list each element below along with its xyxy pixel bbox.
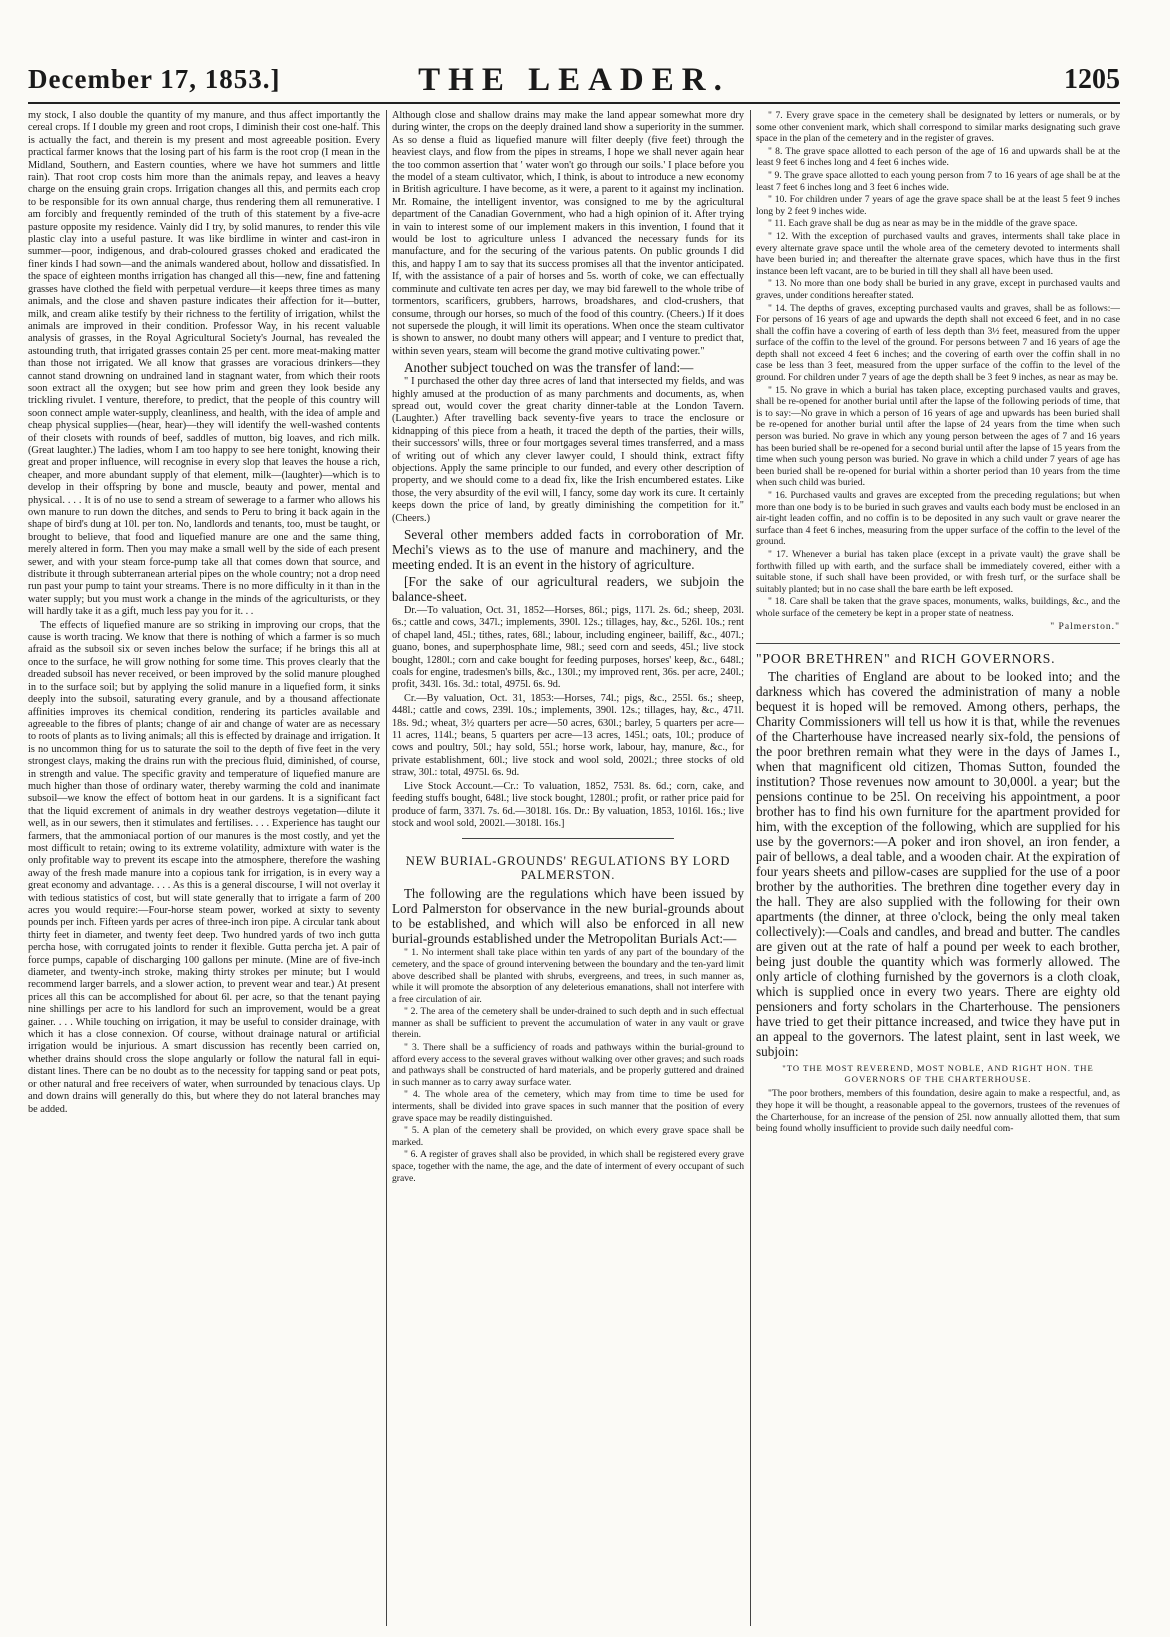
regulation: " 18. Care shall be taken that the grave spaces, monuments, walks, buildings, &c., and the whole surface of the cemetery be kept in a proper state of neatness. bbox=[756, 596, 1120, 619]
article-paragraph: The following are the regulations which have been issued by Lord Palmerston for observance in the new burial-grounds about to be established, and which will also be enforced in all new burial-grounds established under the Metropolitan Burials Act:— bbox=[392, 886, 744, 947]
petition-address: "TO THE MOST REVEREND, MOST NOBLE, AND RIGHT HON. THE GOVERNORS OF THE CHARTERHOUSE. bbox=[782, 1063, 1094, 1084]
balance-sheet-credit: Cr.—By valuation, Oct. 31, 1853:—Horses, 74l.; pigs, &c., 255l. 6s.; sheep, 448l.; cattle and cows, 239l. 10s.; implements, 390l. 12s.; tillages, hay, &c., 471l. 18s. 9d.; wheat, 3½ quarters per acre—50 acres, 630l.; barley, 5 quarters per acre—11 acres, 114l.; beans, 5 quarters per acre—13 acres, 145l.; oats, 10l.; produce of cows and poultry, 50l.; hay sold, 55l.; horse work, labour, hay, manure, &c., for private establishment, 60l.; live stock and wool sold, 2002l.; three stocks of old straw, 30l.: total, 4975l. 6s. 9d. bbox=[392, 692, 744, 779]
regulation: " 10. For children under 7 years of age the grave space shall be at the least 5 feet 9 inches long by 2 feet 9 inches wide. bbox=[756, 194, 1120, 217]
article-paragraph: " I purchased the other day three acres of land that intersected my fields, and was highly amused at the production of as many parchments and documents, as, when spread out, would cover the great charity dinner-table at the London Tavern. (Laughter.) After travelling back seventy-five years to trace the enclosure or kidnapping of this piece from a heath, it traced the depth of the parties, their wills, their successors' wills, three or four mortgages several times transferred, and a mass of writing out of which any clever lawyer could, I should think, extract fifty objections. Apply the same principle to our funded, and every other description of property, and we should come to a dead fix, like the Irish encumbered estates. Like those, the very absurdity of the evil will, I fancy, some day work its cure. It certainly keeps down the price of land, by greatly diminishing the competition for it." (Cheers.) bbox=[392, 376, 744, 524]
article-paragraph: [For the sake of our agricultural readers, we subjoin the balance-sheet. bbox=[392, 574, 744, 604]
regulation: " 16. Purchased vaults and graves are excepted from the preceding regulations; but when more than one body is to be buried in such graves and vaults each body must be enclosed in an air-tight leaden coffin, and no coffin is to be deposited in any such vault or grave nearer the surface than 4 feet 6 inches, measuring from the upper surface of the coffin to the level of the ground. bbox=[756, 490, 1120, 548]
article-paragraph: The effects of liquefied manure are so striking in improving our crops, that the cause is worth tracing. We know that there is nothing of which a farmer is so much afraid as the subsoil six or seven inches below the surface; if he brings this all at once to the surface, he will grow nothing for some time. This proves clearly that the dreaded subsoil has never received, or been improved by the solid manure ploughed in to the surface soil; but by applying the solid manure in a liquefied form, it sinks deeply into the subsoil, saturating every granule, and by a thousand affectionate affinities improves its chemical condition, rendering its particles available and agreeable to the fibres of plants; change of air and change of water are as necessary to roots of plants as to living animals; all this is effected by drainage and irrigation. It is no uncommon thing for us to saturate the soil to the depth of five feet in the very strongest clays, making the drains run with the precious fluid, diminished, of course, in strength and value. The specific gravity and temperature of liquefied manure are much higher than those of ordinary water, thereby warming the cold and inanimate subsoil—we know the effect of bottom heat in our gardens. It is a significant fact that the liquid excrement of animals in dry weather destroys vegetation—dilute it well, as in our sewers, then it stimulates and fertilises. . . . Experience has taught our farmers, that the ammoniacal portion of our manures is the most costly, and yet the most difficult to retain; owing to its extreme volatility, admixture with water is the only profitable way to prevent its escape into the atmosphere, therefore the washing away of the fresh made manure into a copious tank for irrigation, is in every way a great economy and advantage. . . . As this is a general discourse, I will not overlay it with tedious statistics of cost, but will state generally that to irrigate a farm of 200 acres you would require:—Four-horse steam power, worked at sixty to seventy pounds per inch. Fifteen yards per acres of three-inch iron pipe. A circular tank about thirty feet in diameter, and twenty feet deep. Two hundred yards of two inch gutta percha hose, with corrugated joints to render it flexible. Gutta percha jet. A pair of force pumps, capable of discharging 100 gallons per minute. (Mine are of five-inch diameter, and twenty-inch stroke, making thirty strokes per minute; but I would recommend larger barrels, and a slower action, to prevent wear and tear.) At present prices all this can be accomplished for about 6l. per acre, so that the tenant paying nine shillings per acre to his landlord for such an improvement, would be a great gainer. . . . While touching on irrigation, it may be useful to consider drainage, with which it has a close connexion. Of course, without drainage natural or artificial irrigation would be injurious. A smart discussion has recently been carried on, whether drains should cross the slope angularly or follow the natural fall in equi-distant lines. There can be no doubt as to the necessity for tapping sand or peat pots, or other natural and free receivers of water, when surrounded by tenacious clays. Up and down drains will generally do this, but where they do not lateral branches may be added. bbox=[28, 619, 380, 1115]
column-1 bbox=[28, 110, 380, 1626]
column-2 bbox=[392, 110, 744, 1626]
live-stock-account: Live Stock Account.—Cr.: To valuation, 1852, 753l. 8s. 6d.; corn, cake, and feeding stuffs bought, 648l.; live stock bought, 1280l.; profit, or rather price paid for produce of farm, 337l. 7s. 6d.—3018l. 16s. Dr.: By valuation, 1853, 1016l. 16s.; live stock and wool sold, 2002l.—3018l. 16s.] bbox=[392, 780, 744, 829]
regulation: " 5. A plan of the cemetery shall be provided, on which every grave space shall be marked. bbox=[392, 1125, 744, 1148]
article-paragraph: Another subject touched on was the transfer of land:— bbox=[404, 360, 694, 376]
section-divider bbox=[462, 838, 674, 839]
issue-date: December 17, 1853.] bbox=[28, 64, 281, 94]
article-paragraph: Although close and shallow drains may make the land appear somewhat more dry during winter, the crops on the deeply drained land show a superiority in the summer. As so dense a fluid as liquefied manure will filter deeply (five feet) through the heaviest clays, and flow from the pipes in streams, I hope we shall never again hear the too common assertion that ' water won't go through our soils.' I place before you the model of a steam cultivator, which, I think, is about to introduce a new economy in British agriculture. I have become, as it were, a parent to it against my inclination. Mr. Romaine, the intelligent inventor, was consigned to me by the agricultural department of the Canadian Government, who had a high opinion of it. After trying in vain to interest some of our implement makers in this invention, I found that it would be lost to agriculture unless I advanced the necessary funds for its manufacture, and for the securing of the various patents. On public grounds I did this, and happy I am to say that its success promises all that the inventor anticipated. If, with the assistance of a pair of horses and 5s. worth of coke, we can effectually comminute and cultivate ten acres per day, we may bid farewell to the whole tribe of tormentors, scarificers, grubbers, harrows, broadshares, and clod-crushers, that consume, through our horses, so much of the food of this country. (Cheers.) If it does not supersede the plough, it will limit its operations. When once the steam cultivator is shown to answer, no doubt many others will appear; and I venture to predict that, within seven years, steam will become the grand motive cultivating power." bbox=[392, 110, 744, 357]
column-divider bbox=[750, 110, 751, 1626]
article-paragraph: my stock, I also double the quantity of my manure, and thus affect importantly the cereal crops. If I double my green and root crops, I diminish their cost one-half. This is actually the fact, and therein is my present and most agreeable position. Every practical farmer knows that the losing part of his farm is the root crop (I mean in the Midland, Southern, and Eastern counties, where we have hot summers and little rain). That root crop costs him more than the animals repay, and leaves a heavy charge on the ensuing grain crops. Irrigation changes all this, and permits each crop to be responsible for its own annual charge, thus rendering them all remunerative. I am forcibly and frequently reminded of the truth of this statement by a five-acre pasture opposite my residence. Vainly did I try, by solid manures, to render this vile plastic clay into a useful pasture. It was like birdlime in winter and cast-iron in summer—poor, indigenous, and drab-coloured grasses choked and eradicated the finer kinds I had sown—and the animals wandered about, hollow and dissatisfied. In the space of eighteen months irrigation has changed all this—new, fine and fattening grasses have clothed the field with perpetual verdure—it keeps three times as many animals, and the close and shaven pasture indicates their affection for it—butter, milk, and cream alike testify by their richness to the fertility of irrigation, whilst the animals are improved in their condition. Professor Way, in his recent valuable analysis of grasses, in the Royal Agricultural Society's Journal, has revealed the astounding truth, that irrigated grasses contain 25 per cent. more meat-making matter than those not irrigated. We all know that grasses are voracious drinkers—they cannot stand drowning on undrained land in stagnant water, from which their roots soon extract all the oxygen; but see how prim and green they look beside any trickling rivulet. I venture, therefore, to predict, that the people of this country will soon connect ample water-supply, cleanliness, and health, with the idea of ample and cheap physical supplies—(hear, hear)—they will identify the well-washed contents of their closets with rounds of beef, saddles of mutton, big loaves, and rich milk. (Great laughter.) The ladies, whom I am too happy to see here tonight, knowing their great and proper influence, will recognise in every slop that leaves the house a rich, cheaper, and more abundant supply of that element, milk—(laughter)—which is to develop in their offspring by bone and muscle, beauty and power, mental and physical. . . . It is of no use to send a stream of sewerage to a farmer who allows his own manure to run down the ditches, and sends to Peru to bring it back again in the shape of bird's dung at 10l. per ton. No, landlords and tenants, too, must be taught, or brought to believe, that food and liquefied manure are one and the same thing, merely altered in form. Then you may make a small well by the side of each present sewer, and with your steam force-pump take all that comes down that source, and distribute it through subterranean arterial pipes on the whole country; not a drop need run past your pump to taint your streams. There is no more difficulty in it than in the water supply; but you must work a change in the minds of the agriculturists, or they will hardly take it as a gift, much less pay you for it. . . bbox=[28, 110, 380, 618]
regulation: " 13. No more than one body shall be buried in any grave, except in purchased vaults and graves, under conditions hereafter stated. bbox=[756, 278, 1120, 301]
masthead bbox=[28, 62, 1120, 104]
regulation: " 6. A register of graves shall also be provided, in which shall be registered every grave space, together with the name, the age, and the date of interment of every occupant of such grave. bbox=[392, 1149, 744, 1184]
regulation: " 3. There shall be a sufficiency of roads and pathways within the burial-ground to afford every access to the several graves without walking over other graves; and such roads and pathways shall be constructed of hard materials, and be properly guttered and drained in such manner as to carry away surface water. bbox=[392, 1042, 744, 1088]
regulation: " 2. The area of the cemetery shall be under-drained to such depth and in such effectual manner as shall be sufficient to prevent the accumulation of water in any vault or grave therein. bbox=[392, 1006, 744, 1041]
article-paragraph: "The poor brothers, members of this foundation, desire again to make a respectful, and, as they hope it will be thought, a reasonable appeal to the governors, trustees of the revenues of the Charterhouse, for an increase of the pension of 25l. now annually allotted them, that sum being found wholly insufficient to provide such daily needful com- bbox=[756, 1088, 1120, 1135]
regulation: " 17. Whenever a burial has taken place (except in a private vault) the grave shall be forthwith filled up with earth, and the surface shall be immediately covered, either with a suitable stone, if such shall have been provided, or with fresh turf, or the surface shall be suitably planted; but in no case shall the bare earth be left exposed. bbox=[756, 548, 1120, 595]
regulation: " 14. The depths of graves, excepting purchased vaults and graves, shall be as follows:—For persons of 16 years of age and upwards the depth shall not exceed 6 feet, and in no case shall the coffin have a covering of earth of less depth than 3½ feet, measured from the upper surface of the coffin to the level of the ground. For persons between 7 and 16 years of age the depth shall not exceed 4 feet 6 inches; and the covering of earth over the coffin shall in no case be less than 3 feet, measured from the upper surface of the coffin to the level of the ground. For children under 7 years of age the depth shall be 3 feet 9 inches, as near as may be. bbox=[756, 302, 1120, 384]
regulation: " 7. Every grave space in the cemetery shall be designated by letters or numerals, or by some other convenient mark, which shall correspond to similar marks designating such grave space in the plan of the cemetery and in the register of graves. bbox=[756, 110, 1120, 145]
section-divider bbox=[756, 643, 1120, 644]
article-heading: NEW BURIAL-GROUNDS' REGULATIONS BY LORD PALMERSTON. bbox=[405, 854, 731, 882]
article-heading: "POOR BRETHREN" and RICH GOVERNORS. bbox=[756, 650, 1056, 666]
article-paragraph: Several other members added facts in corroboration of Mr. Mechi's views as to the use of manure and machinery, and the meeting ended. It is an event in the history of agriculture. bbox=[392, 527, 744, 572]
regulation: " 11. Each grave shall be dug as near as may be in the middle of the grave space. bbox=[768, 218, 1078, 230]
page-number: 1205 bbox=[1064, 64, 1120, 95]
column-divider bbox=[386, 110, 387, 1626]
regulation: " 15. No grave in which a burial has taken place, excepting purchased vaults and graves, shall be re-opened for another burial until after the lapse of the following periods of time, that is to say:—No grave in which a person of 16 years of age and upwards has been buried shall be re-opened for another burial until after the lapse of 24 years from the time when such person was buried. No grave in which any young person between the ages of 7 and 16 years has been buried shall be re-opened for a second burial until after the lapse of 15 years from the time when such young person was buried. No grave in which a child under 7 years of age has been buried shall be re-opened for burial within a shorter period than 10 years from the time when such child was buried. bbox=[756, 384, 1120, 489]
regulation: " 4. The whole area of the cemetery, which may from time to time be used for interments, shall be divided into grave spaces in such manner that the position of every grave space may be readily distinguished. bbox=[392, 1089, 744, 1124]
regulation: " 8. The grave space allotted to each person of the age of 16 and upwards shall be at the least 9 feet 6 inches long and 4 feet 6 inches wide. bbox=[756, 145, 1120, 169]
newspaper-title: THE LEADER. bbox=[418, 62, 730, 98]
regulation: " 1. No interment shall take place within ten yards of any part of the boundary of the cemetery, and the space of ground intervening between the boundary and the ten-yard limit above described shall be planted with shrubs, evergreens, and trees, in such manner as, while it will promote the absorption of any deleterious emanations, shall not interfere with a free circulation of air. bbox=[392, 947, 744, 1005]
balance-sheet-debit: Dr.—To valuation, Oct. 31, 1852—Horses, 86l.; pigs, 117l. 2s. 6d.; sheep, 203l. 6s.; cattle and cows, 347l.; implements, 390l. 12s.; tillages, hay, &c., 526l. 10s.; rent of chapel land, 45l.; tithes, rates, 68l.; labour, including engineer, bailiff, &c., 407l.; guano, bones, and superphosphate lime, 98l.; seed corn and seeds, 45l.; live stock bought, 1280l.; corn and cake bought for feeding purposes, horses' keep, &c., 648l.; coals for engine, tradesmen's bills, &c., 130l.; my improved rent, 36s. per acre, 240l.; profit, 343l. 16s. 3d.: total, 4975l. 6s. 9d. bbox=[392, 605, 744, 691]
column-3 bbox=[756, 110, 1120, 1626]
regulation: " 12. With the exception of purchased vaults and graves, interments shall take place in every alternate grave space until the whole area of the cemetery devoted to interments shall have been buried in; and thereafter the alternate grave spaces, which have thus in the first instance been left vacant, are to be buried in till they shall all have been used. bbox=[756, 230, 1120, 277]
regulation: " 9. The grave space allotted to each young person from 7 to 16 years of age shall be at the least 7 feet 6 inches long and 3 feet 6 inches wide. bbox=[756, 169, 1120, 193]
signature: " Palmerston." bbox=[1050, 620, 1120, 632]
article-paragraph: The charities of England are about to be looked into; and the darkness which has covered the administration of many a noble bequest it is hoped will be removed. Among others, perhaps, the Charity Commissioners will tell us how it is that, while the revenues of the Charterhouse have increased nearly six-fold, the pensions of the poor brethren remain what they were in the days of James I., when that magnificent old citizen, Thomas Sutton, founded the institution? Those revenues now amount to 30,000l. a year; but the pensions continue to be 25l. On receiving his appointment, a poor brother has to find his own furniture for the apartment provided for him, with the exception of the following, which are supplied for his use by the governors:—A poker and iron shovel, an iron fender, a pair of bellows, a deal table, and a wooden chair. At the expiration of four years sheets and pillow-cases are supplied for the use of a poor brother by the authorities. The brethren dine together every day in the hall. They are also supplied with the following for their own apartments (the dinner, at three o'clock, being the only meal taken collectively):—Coals and candles, and bread and butter. The candles are given out at the rate of half a pound per week to each brother, being just double the quantity which was formerly allowed. The only article of clothing furnished by the governors is a cloth cloak, which is supplied once in every two years. There are eighty old pensioners and forty scholars in the Charterhouse. The pensioners have tried to get their pittance increased, and twice they have put in an appeal to the governors. The latest plaint, sent in last week, we subjoin: bbox=[756, 669, 1120, 1060]
